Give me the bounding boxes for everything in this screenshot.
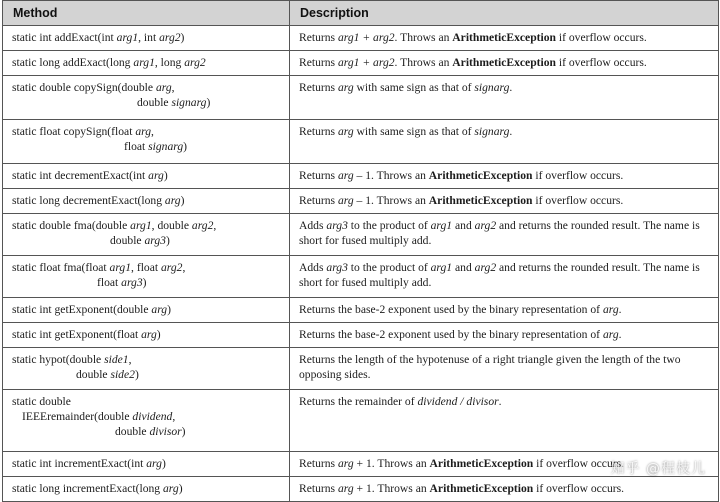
method-cell: static double fma(double arg1, double arg2, double arg3): [3, 214, 290, 256]
table-row: [3, 51, 719, 76]
description-column-header: Description: [290, 1, 719, 26]
description-cell: Returns arg with same sign as that of signarg.: [290, 120, 719, 164]
method-cell: static double copySign(double arg, double signarg): [3, 76, 290, 120]
method-cell: static int decrementExact(int arg): [3, 164, 290, 189]
description-cell: Adds arg3 to the product of arg1 and arg2 and returns the rounded result. The name is short for fused multiply add.: [290, 256, 719, 298]
table-row: [3, 477, 719, 502]
method-cell: static int addExact(int arg1, int arg2): [3, 26, 290, 51]
table-row: [3, 298, 719, 323]
method-cell: static long addExact(long arg1, long arg2: [3, 51, 290, 76]
table-row: [3, 348, 719, 390]
method-cell: static int incrementExact(int arg): [3, 452, 290, 477]
method-cell: static float copySign(float arg, float signarg): [3, 120, 290, 164]
method-column-header: Method: [3, 1, 290, 26]
description-cell: Returns the remainder of dividend / divisor.: [290, 390, 719, 452]
method-cell: static int getExponent(double arg): [3, 298, 290, 323]
method-cell: static double IEEEremainder(double dividend, double divisor): [3, 390, 290, 452]
description-cell: Returns arg + 1. Throws an ArithmeticException if overflow occurs.: [290, 452, 719, 477]
description-cell: Returns arg – 1. Throws an ArithmeticException if overflow occurs.: [290, 164, 719, 189]
table-row: [3, 390, 719, 452]
table-row: [3, 214, 719, 256]
table-row: [3, 189, 719, 214]
table-row: [3, 164, 719, 189]
description-cell: Returns arg with same sign as that of signarg.: [290, 76, 719, 120]
table-row: [3, 256, 719, 298]
method-table: [2, 0, 719, 502]
method-cell: static int getExponent(float arg): [3, 323, 290, 348]
table-row: [3, 76, 719, 120]
description-cell: Returns arg – 1. Throws an ArithmeticException if overflow occurs.: [290, 189, 719, 214]
method-cell: static hypot(double side1, double side2): [3, 348, 290, 390]
description-cell: Returns the base-2 exponent used by the binary representation of arg.: [290, 298, 719, 323]
description-cell: Returns arg + 1. Throws an ArithmeticException if overflow occurs.: [290, 477, 719, 502]
table-header-row: [3, 1, 719, 26]
watermark-text: 知乎 @程枝儿: [610, 461, 706, 477]
description-cell: Returns the base-2 exponent used by the binary representation of arg.: [290, 323, 719, 348]
table-row: [3, 323, 719, 348]
method-cell: static long incrementExact(long arg): [3, 477, 290, 502]
method-cell: static long decrementExact(long arg): [3, 189, 290, 214]
description-cell: Returns arg1 + arg2. Throws an ArithmeticException if overflow occurs.: [290, 51, 719, 76]
table-row: [3, 120, 719, 164]
description-cell: Returns arg1 + arg2. Throws an ArithmeticException if overflow occurs.: [290, 26, 719, 51]
method-cell: static float fma(float arg1, float arg2, float arg3): [3, 256, 290, 298]
table-row: [3, 26, 719, 51]
description-cell: Adds arg3 to the product of arg1 and arg2 and returns the rounded result. The name is short for fused multiply add.: [290, 214, 719, 256]
description-cell: Returns the length of the hypotenuse of a right triangle given the length of the two opposing sides.: [290, 348, 719, 390]
